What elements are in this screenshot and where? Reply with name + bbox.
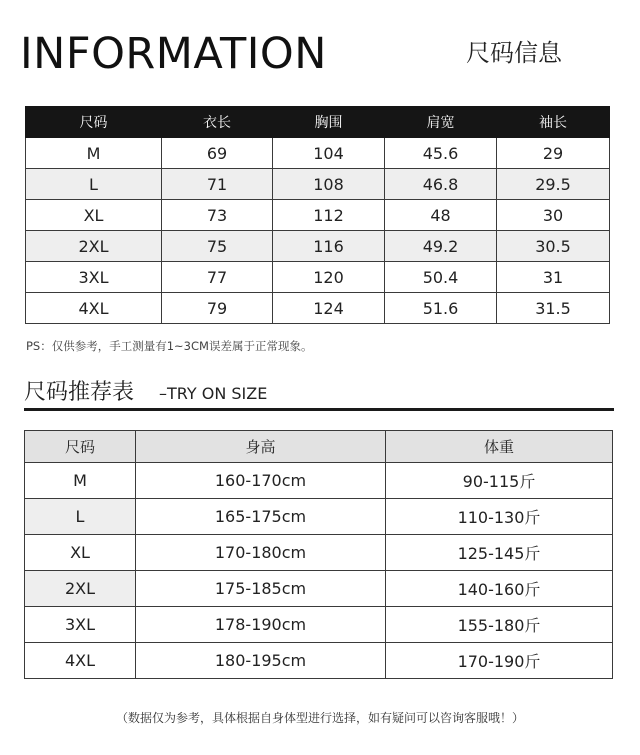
column-header-weight: 体重 bbox=[386, 431, 613, 463]
cell-size: 2XL bbox=[25, 571, 136, 607]
cell-length: 69 bbox=[162, 138, 273, 169]
table-row bbox=[26, 293, 610, 324]
recommend-table bbox=[24, 430, 613, 679]
table-row bbox=[26, 200, 610, 231]
table-row bbox=[25, 643, 613, 679]
cell-size: 2XL bbox=[26, 231, 162, 262]
cell-chest: 104 bbox=[273, 138, 385, 169]
cell-weight: 125-145斤 bbox=[386, 535, 613, 571]
cell-size: 4XL bbox=[25, 643, 136, 679]
cell-chest: 124 bbox=[273, 293, 385, 324]
cell-shoulder: 51.6 bbox=[385, 293, 497, 324]
cell-shoulder: 46.8 bbox=[385, 169, 497, 200]
cell-sleeve: 31 bbox=[497, 262, 610, 293]
cell-height: 160-170cm bbox=[136, 463, 386, 499]
cell-height: 165-175cm bbox=[136, 499, 386, 535]
table-row bbox=[25, 499, 613, 535]
cell-length: 71 bbox=[162, 169, 273, 200]
recommend-table-header-row bbox=[25, 431, 613, 463]
size-table-header-row bbox=[26, 107, 610, 138]
table-row bbox=[26, 169, 610, 200]
cell-size: 3XL bbox=[26, 262, 162, 293]
footer-disclaimer: （数据仅为参考，具体根据自身体型进行选择，如有疑问可以咨询客服哦！） bbox=[115, 711, 524, 725]
table-row bbox=[25, 607, 613, 643]
cell-chest: 112 bbox=[273, 200, 385, 231]
cell-size: L bbox=[25, 499, 136, 535]
table-row bbox=[26, 231, 610, 262]
cell-weight: 110-130斤 bbox=[386, 499, 613, 535]
cell-length: 73 bbox=[162, 200, 273, 231]
cell-shoulder: 49.2 bbox=[385, 231, 497, 262]
table-row bbox=[25, 535, 613, 571]
cell-length: 75 bbox=[162, 231, 273, 262]
section-divider bbox=[24, 408, 614, 411]
page-header bbox=[0, 0, 640, 100]
cell-weight: 140-160斤 bbox=[386, 571, 613, 607]
page-title: INFORMATION bbox=[20, 29, 327, 79]
cell-size: 3XL bbox=[25, 607, 136, 643]
cell-height: 170-180cm bbox=[136, 535, 386, 571]
cell-sleeve: 30 bbox=[497, 200, 610, 231]
cell-size: M bbox=[26, 138, 162, 169]
cell-length: 79 bbox=[162, 293, 273, 324]
cell-length: 77 bbox=[162, 262, 273, 293]
cell-size: XL bbox=[25, 535, 136, 571]
cell-sleeve: 29 bbox=[497, 138, 610, 169]
column-header-size: 尺码 bbox=[25, 431, 136, 463]
table-row bbox=[26, 138, 610, 169]
cell-chest: 116 bbox=[273, 231, 385, 262]
column-header-length: 衣长 bbox=[162, 107, 273, 138]
cell-chest: 108 bbox=[273, 169, 385, 200]
cell-shoulder: 50.4 bbox=[385, 262, 497, 293]
column-header-size: 尺码 bbox=[26, 107, 162, 138]
cell-sleeve: 30.5 bbox=[497, 231, 610, 262]
column-header-chest: 胸围 bbox=[273, 107, 385, 138]
recommend-title-en: –TRY ON SIZE bbox=[159, 384, 268, 403]
table-row bbox=[25, 463, 613, 499]
cell-size: L bbox=[26, 169, 162, 200]
size-table bbox=[25, 106, 610, 324]
measurement-note: PS：仅供参考，手工测量有1~3CM误差属于正常现象。 bbox=[26, 339, 313, 353]
page-title-cn: 尺码信息 bbox=[466, 39, 562, 67]
column-header-sleeve: 袖长 bbox=[497, 107, 610, 138]
table-row bbox=[25, 571, 613, 607]
table-row bbox=[26, 262, 610, 293]
cell-size: XL bbox=[26, 200, 162, 231]
cell-height: 178-190cm bbox=[136, 607, 386, 643]
recommend-title-cn: 尺码推荐表 bbox=[24, 380, 135, 405]
cell-shoulder: 48 bbox=[385, 200, 497, 231]
cell-shoulder: 45.6 bbox=[385, 138, 497, 169]
cell-sleeve: 31.5 bbox=[497, 293, 610, 324]
cell-chest: 120 bbox=[273, 262, 385, 293]
cell-size: M bbox=[25, 463, 136, 499]
cell-weight: 90-115斤 bbox=[386, 463, 613, 499]
cell-weight: 155-180斤 bbox=[386, 607, 613, 643]
cell-weight: 170-190斤 bbox=[386, 643, 613, 679]
cell-height: 175-185cm bbox=[136, 571, 386, 607]
column-header-height: 身高 bbox=[136, 431, 386, 463]
column-header-shoulder: 肩宽 bbox=[385, 107, 497, 138]
cell-sleeve: 29.5 bbox=[497, 169, 610, 200]
cell-size: 4XL bbox=[26, 293, 162, 324]
cell-height: 180-195cm bbox=[136, 643, 386, 679]
